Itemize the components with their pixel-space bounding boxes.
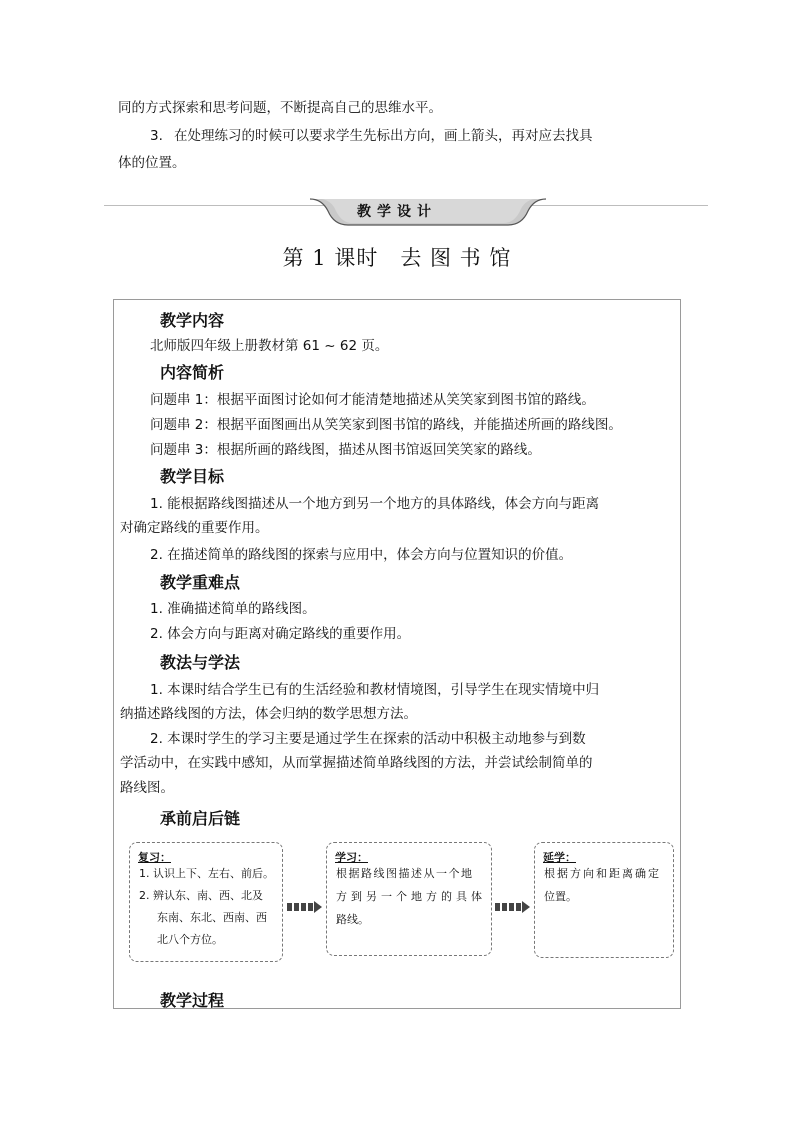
learn-line-2: 方到另一个地方的具体 [336,890,486,903]
method-2-line2: 学活动中，在实践中感知，从而掌握描述简单路线图的方法，并尝试绘制简单的 [120,755,593,771]
keypoint-2: 2. 体会方向与距离对确定路线的重要作用。 [150,626,411,642]
review-line-3: 东南、东北、西南、西 [157,911,267,924]
review-line-1: 1. 认识上下、左右、前后。 [139,867,274,880]
arrow-right-icon [287,901,323,913]
learn-box [326,842,492,956]
heading-methods: 教法与学法 [160,653,241,672]
analysis-item-1: 问题串 1：根据平面图讨论如何才能清楚地描述从笑笑家到图书馆的路线。 [150,392,595,408]
method-1-line1: 1. 本课时结合学生已有的生活经验和教材情境图，引导学生在现实情境中归 [150,682,600,698]
lesson-box [113,299,681,1009]
page-title: 第 1 课时 去 图 书 馆 [282,246,512,270]
review-title: 复习： [138,851,171,864]
keypoint-1: 1. 准确描述简单的路线图。 [150,601,316,617]
arrow-right-icon [495,901,531,913]
heading-content: 教学内容 [160,311,225,330]
learn-title: 学习： [335,851,368,864]
intro-line1: 同的方式探索和思考问题，不断提高自己的思维水平。 [118,100,442,116]
analysis-item-3: 问题串 3：根据所画的路线图，描述从图书馆返回笑笑家的路线。 [150,442,541,458]
intro-item3-num: 3. [150,128,163,144]
heading-analysis: 内容简析 [160,363,225,382]
heading-goals: 教学目标 [160,467,225,486]
extend-line-2: 位置。 [544,890,577,903]
analysis-item-2: 问题串 2：根据平面图画出从笑笑家到图书馆的路线，并能描述所画的路线图。 [150,417,622,433]
method-2-line1: 2. 本课时学生的学习主要是通过学生在探索的活动中积极主动地参与到数 [150,731,586,747]
heading-chain: 承前启后链 [160,809,241,828]
content-text: 北师版四年级上册教材第 61 ~ 62 页。 [150,338,389,354]
goal-2: 2. 在描述简单的路线图的探索与应用中，体会方向与位置知识的价值。 [150,547,573,563]
review-line-2: 2. 辨认东、南、西、北及 [139,889,263,902]
intro-item3-line2: 体的位置。 [118,155,186,171]
method-1-line2: 纳描述路线图的方法，体会归纳的数学思想方法。 [120,706,417,722]
review-box [129,842,283,962]
heading-keypoints: 教学重难点 [160,573,241,592]
extend-line-1: 根据方向和距离确定 [544,867,661,880]
banner-label: 教学设计 [357,204,437,220]
extend-box [534,842,674,958]
learn-line-1: 根据路线图描述从一个地 [336,867,474,880]
goal-1-line2: 对确定路线的重要作用。 [120,520,269,536]
intro-item3-line1: 在处理练习的时候可以要求学生先标出方向，画上箭头，再对应去找具 [174,128,593,144]
review-line-4: 北八个方位。 [157,933,223,946]
goal-1-line1: 1. 能根据路线图描述从一个地方到另一个地方的具体路线，体会方向与距离 [150,496,600,512]
extend-title: 延学： [543,851,576,864]
heading-process: 教学过程 [160,991,225,1010]
method-2-line3: 路线图。 [120,780,174,796]
learn-line-3: 路线。 [336,913,369,926]
